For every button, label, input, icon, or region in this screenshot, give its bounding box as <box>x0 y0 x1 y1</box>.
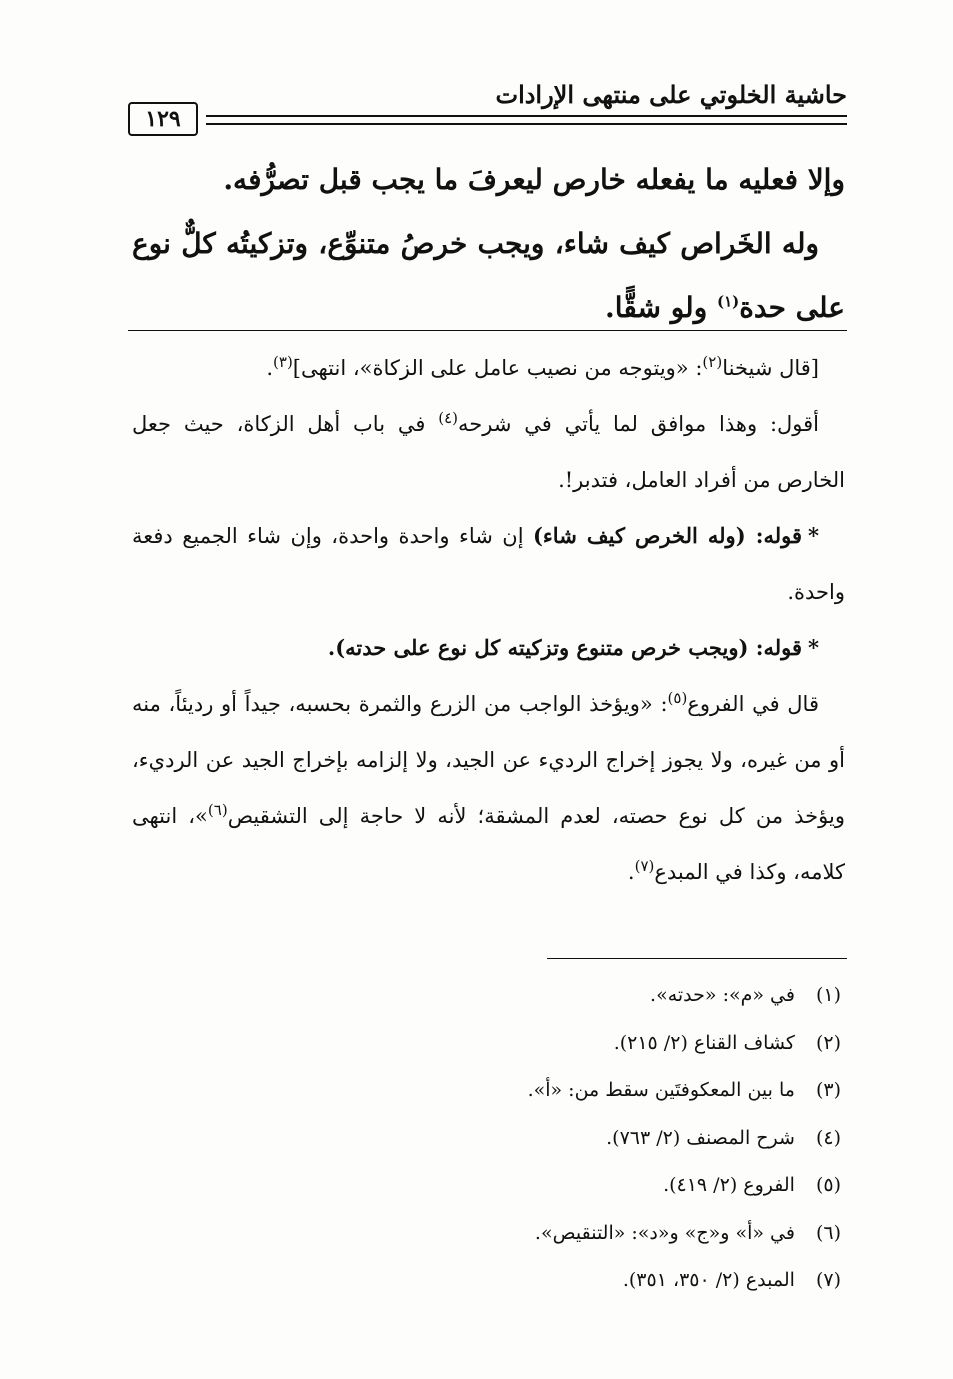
footnotes <box>300 972 841 1305</box>
footnote-ref-1[interactable]: (١) <box>716 292 740 311</box>
footnote-ref-7[interactable]: (٧) <box>634 857 655 875</box>
commentary-paragraph-2: أقول: وهذا موافق لما يأتي في شرحه$^{(٤)}$ في باب أهل الزكاة، حيث جعل الخارص من أفراد العامل، فتدبر!. <box>132 409 845 492</box>
header-double-rule <box>206 115 847 125</box>
footnote-text: شرح المصنف (٢/ ٧٦٣). <box>606 1126 795 1149</box>
footnote-text: المبدع (٢/ ٣٥٠، ٣٥١). <box>622 1269 795 1291</box>
footnote-ref-5[interactable]: (٥) <box>667 689 688 707</box>
footnote <box>300 1162 841 1210</box>
main-paragraph-2: وله الخَراص كيف شاء، ويجب خرصُ متنوِّع، وتزكيتُه كلٌّ نوع على حدة$^{(١)}$ ولو شقًّا. <box>132 227 845 324</box>
footnote-text: الفروع (٢/ ٤١٩). <box>663 1174 795 1196</box>
footnote-number: (١) <box>815 984 841 1006</box>
footnote-number: (٢) <box>815 1031 841 1054</box>
footnote-number: (٦) <box>815 1221 841 1244</box>
footnote-number: (٤) <box>815 1126 841 1149</box>
footnote <box>300 972 841 1020</box>
footnotes-separator <box>547 958 847 959</box>
footnote-text: كشاف القناع (٢/ ٢١٥). <box>613 1031 795 1054</box>
footnote-text: ما بين المعكوفتَين سقط من: «أ». <box>527 1079 795 1101</box>
commentary-paragraph-5: قال في الفروع$^{(٥)}$: «ويؤخذ الواجب من الزرع والثمرة بحسبه، جيداً أو رديئاً، منه أو من غيره، ولا يجوز إخراج الرديء عن الجيد، ولا إلزامه بإخراج الجيد عن الرديء، ويؤخذ من كل نوع حصته، لعدم المشقة؛ لأنه لا حاجة إلى التشقيص$^{(٦)}$»، انتهى كلامه، وكذا في المبدع$^{(٧)}$. <box>132 689 845 884</box>
footnote-number: (٥) <box>815 1174 841 1196</box>
running-title: حاشية الخلوتي على منتهى الإرادات <box>495 80 847 109</box>
commentary-paragraph-1: [قال شيخنا$^{(٢)}$: «ويتوجه من نصيب عامل على الزكاة»، انتهى]$^{(٣)}$. <box>266 353 819 380</box>
footnote-ref-2[interactable]: (٢) <box>702 353 723 371</box>
footnote <box>300 1020 841 1068</box>
footnote-text: في «م»: «حدته». <box>650 984 795 1006</box>
footnote-number: (٧) <box>815 1269 841 1291</box>
commentary <box>132 340 845 900</box>
asterisk-marker: * <box>808 523 819 548</box>
page-header <box>128 70 847 130</box>
quoted-phrase: قوله: (وله الخرص كيف شاء) <box>532 523 803 548</box>
main-text <box>132 148 845 340</box>
footnote <box>300 1067 841 1115</box>
page-number: ١٢٩ <box>128 102 198 136</box>
footnote-text: في «أ» و«ج» و«د»: «التنقيص». <box>534 1221 795 1244</box>
footnote <box>300 1257 841 1305</box>
footnote <box>300 1115 841 1163</box>
footnote-ref-4[interactable]: (٤) <box>438 409 458 427</box>
footnote-number: (٣) <box>815 1079 841 1101</box>
asterisk-marker: * <box>808 635 819 660</box>
footnote-ref-3[interactable]: (٣) <box>273 353 293 371</box>
quoted-phrase: قوله: (ويجب خرص متنوع وتزكيته كل نوع على حدته). <box>327 635 803 660</box>
main-line-1: وإلا فعليه ما يفعله خارص ليعرفَ ما يجب قبل تصرُّفه. <box>223 163 845 196</box>
commentary-paragraph-3: *قوله: (وله الخرص كيف شاء) إن شاء واحدة واحدة، وإن شاء الجميع دفعة واحدة. <box>132 523 845 604</box>
footnote-ref-6[interactable]: (٦) <box>207 801 228 819</box>
main-text-separator <box>128 330 847 331</box>
commentary-paragraph-4 <box>132 620 845 676</box>
footnote <box>300 1210 841 1258</box>
